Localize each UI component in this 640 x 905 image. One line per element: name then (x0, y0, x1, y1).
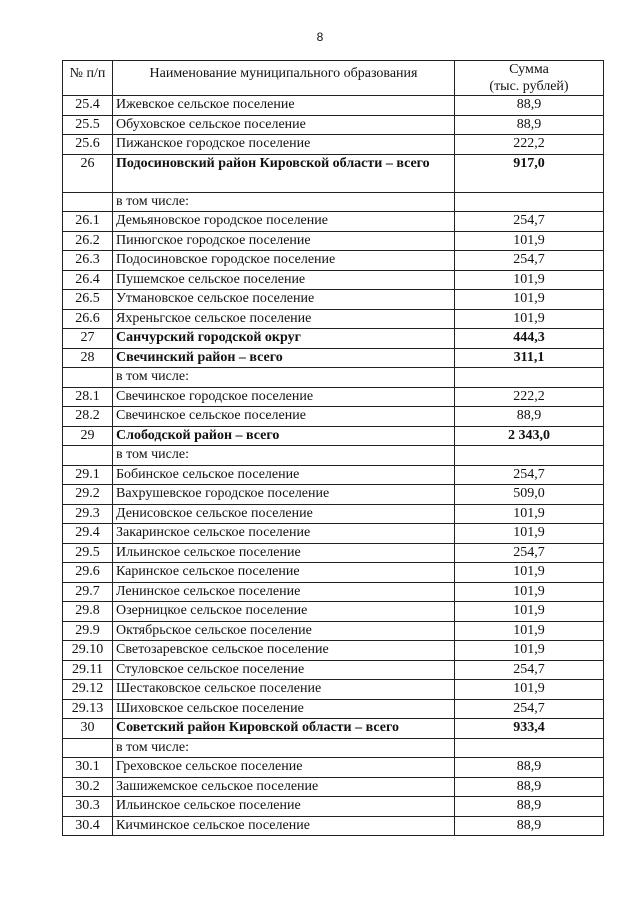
table-row (63, 329, 604, 349)
amount-cell: 101,9 (455, 621, 604, 641)
table-row (63, 621, 604, 641)
municipality-name-cell: Закаринское сельское поселение (113, 524, 455, 544)
column-header-sum-unit: (тыс. рублей) (489, 79, 569, 94)
table-row (63, 465, 604, 485)
row-number-cell: 30.2 (63, 777, 113, 797)
row-number-cell: 30.4 (63, 816, 113, 836)
row-number-cell: 27 (63, 329, 113, 349)
row-number-cell: 26.2 (63, 231, 113, 251)
row-number-cell: 26.5 (63, 290, 113, 310)
table-row (63, 816, 604, 836)
municipality-name-cell: Пушемское сельское поселение (113, 270, 455, 290)
row-number-cell (63, 738, 113, 758)
amount-cell: 101,9 (455, 309, 604, 329)
table-row (63, 524, 604, 544)
row-number-cell: 28 (63, 348, 113, 368)
municipality-name-cell: Шиховское сельское поселение (113, 699, 455, 719)
table-row (63, 446, 604, 466)
amount-cell: 254,7 (455, 251, 604, 271)
table-row (63, 115, 604, 135)
amount-cell: 101,9 (455, 504, 604, 524)
municipality-name-cell: Ижевское сельское поселение (113, 96, 455, 116)
amount-cell: 88,9 (455, 816, 604, 836)
row-number-cell: 28.1 (63, 387, 113, 407)
row-number-cell: 29.10 (63, 641, 113, 661)
amount-cell: 101,9 (455, 563, 604, 583)
table-row (63, 602, 604, 622)
row-number-cell: 29.2 (63, 485, 113, 505)
row-number-cell: 26.1 (63, 212, 113, 232)
row-number-cell (63, 446, 113, 466)
table-row (63, 641, 604, 661)
amount-cell (455, 368, 604, 388)
table-body (63, 96, 604, 836)
row-number-cell: 25.5 (63, 115, 113, 135)
table-row (63, 270, 604, 290)
municipality-name-cell: Утмановское сельское поселение (113, 290, 455, 310)
amount-cell: 88,9 (455, 777, 604, 797)
amount-cell: 444,3 (455, 329, 604, 349)
table-row (63, 582, 604, 602)
amount-cell: 254,7 (455, 465, 604, 485)
row-number-cell: 29.12 (63, 680, 113, 700)
amount-cell: 933,4 (455, 719, 604, 739)
municipality-name-cell: Пинюгское городское поселение (113, 231, 455, 251)
municipality-name-cell: Яхреньгское сельское поселение (113, 309, 455, 329)
municipality-name-cell: Свечинский район – всего (113, 348, 455, 368)
amount-cell: 88,9 (455, 96, 604, 116)
row-number-cell: 25.6 (63, 135, 113, 155)
table-row (63, 758, 604, 778)
row-number-cell: 30 (63, 719, 113, 739)
amount-cell: 254,7 (455, 660, 604, 680)
table-row (63, 660, 604, 680)
amount-cell: 88,9 (455, 407, 604, 427)
table-row (63, 212, 604, 232)
table-row (63, 426, 604, 446)
municipality-name-cell: Шестаковское сельское поселение (113, 680, 455, 700)
municipality-name-cell: Свечинское городское поселение (113, 387, 455, 407)
municipality-name-cell: Свечинское сельское поселение (113, 407, 455, 427)
row-number-cell: 29 (63, 426, 113, 446)
amount-cell: 509,0 (455, 485, 604, 505)
table-row (63, 251, 604, 271)
table-row (63, 504, 604, 524)
municipality-name-cell: Озерницкое сельское поселение (113, 602, 455, 622)
row-number-cell: 28.2 (63, 407, 113, 427)
amount-cell: 101,9 (455, 602, 604, 622)
row-number-cell (63, 192, 113, 212)
amount-cell: 88,9 (455, 797, 604, 817)
municipality-name-cell: в том числе: (113, 192, 455, 212)
row-number-cell: 29.3 (63, 504, 113, 524)
amount-cell: 88,9 (455, 115, 604, 135)
row-number-cell: 29.9 (63, 621, 113, 641)
amount-cell: 254,7 (455, 212, 604, 232)
row-number-cell: 25.4 (63, 96, 113, 116)
row-number-cell: 26.3 (63, 251, 113, 271)
table-row (63, 719, 604, 739)
column-header-sum (455, 61, 604, 96)
row-number-cell: 29.13 (63, 699, 113, 719)
table-row (63, 738, 604, 758)
row-number-cell: 29.11 (63, 660, 113, 680)
amount-cell: 2 343,0 (455, 426, 604, 446)
amount-cell: 88,9 (455, 758, 604, 778)
amount-cell: 101,9 (455, 641, 604, 661)
row-number-cell: 26.6 (63, 309, 113, 329)
table-row (63, 309, 604, 329)
row-number-cell: 30.3 (63, 797, 113, 817)
row-number-cell: 29.6 (63, 563, 113, 583)
table-row (63, 563, 604, 583)
amount-cell: 222,2 (455, 387, 604, 407)
table-row (63, 96, 604, 116)
amount-cell: 101,9 (455, 231, 604, 251)
municipality-name-cell: Подосиновский район Кировской области – всего (113, 154, 455, 192)
table-row (63, 485, 604, 505)
municipality-name-cell: Бобинское сельское поселение (113, 465, 455, 485)
table-row (63, 154, 604, 192)
amount-cell: 254,7 (455, 699, 604, 719)
municipality-name-cell: Санчурский городской округ (113, 329, 455, 349)
municipality-name-cell: Светозаревское сельское поселение (113, 641, 455, 661)
column-header-number: № п/п (63, 61, 113, 96)
amount-cell: 101,9 (455, 524, 604, 544)
amount-cell: 311,1 (455, 348, 604, 368)
amount-cell: 101,9 (455, 582, 604, 602)
table-row (63, 290, 604, 310)
municipality-name-cell: Вахрушевское городское поселение (113, 485, 455, 505)
row-number-cell: 29.7 (63, 582, 113, 602)
amount-cell: 917,0 (455, 154, 604, 192)
municipality-name-cell: Советский район Кировской области – всего (113, 719, 455, 739)
table-header-row (63, 61, 604, 96)
table-row (63, 231, 604, 251)
table-row (63, 407, 604, 427)
amount-cell: 101,9 (455, 680, 604, 700)
row-number-cell: 30.1 (63, 758, 113, 778)
municipality-name-cell: Кичминское сельское поселение (113, 816, 455, 836)
municipality-name-cell: Демьяновское городское поселение (113, 212, 455, 232)
table-row (63, 699, 604, 719)
table-row (63, 135, 604, 155)
column-header-name: Наименование муниципального образования (113, 61, 455, 96)
amount-cell: 254,7 (455, 543, 604, 563)
table-row (63, 777, 604, 797)
municipality-name-cell: в том числе: (113, 446, 455, 466)
municipality-name-cell: Греховское сельское поселение (113, 758, 455, 778)
page-number: 8 (316, 30, 324, 44)
municipality-name-cell: Каринское сельское поселение (113, 563, 455, 583)
table-row (63, 680, 604, 700)
amount-cell (455, 446, 604, 466)
municipality-name-cell: Ильинское сельское поселение (113, 543, 455, 563)
amount-cell (455, 738, 604, 758)
amount-cell: 101,9 (455, 290, 604, 310)
row-number-cell: 29.4 (63, 524, 113, 544)
row-number-cell (63, 368, 113, 388)
row-number-cell: 29.8 (63, 602, 113, 622)
amount-cell: 222,2 (455, 135, 604, 155)
municipality-name-cell: Зашижемское сельское поселение (113, 777, 455, 797)
table-row (63, 797, 604, 817)
municipality-name-cell: Обуховское сельское поселение (113, 115, 455, 135)
table-row (63, 543, 604, 563)
municipality-name-cell: Ленинское сельское поселение (113, 582, 455, 602)
municipality-name-cell: в том числе: (113, 368, 455, 388)
budget-table (62, 60, 604, 836)
row-number-cell: 29.5 (63, 543, 113, 563)
table-row (63, 368, 604, 388)
municipality-name-cell: Октябрьское сельское поселение (113, 621, 455, 641)
amount-cell: 101,9 (455, 270, 604, 290)
municipality-name-cell: Подосиновское городское поселение (113, 251, 455, 271)
table-row (63, 192, 604, 212)
municipality-name-cell: Денисовское сельское поселение (113, 504, 455, 524)
municipality-name-cell: Пижанское городское поселение (113, 135, 455, 155)
column-header-sum-title: Сумма (509, 62, 549, 77)
amount-cell (455, 192, 604, 212)
row-number-cell: 26.4 (63, 270, 113, 290)
municipality-name-cell: в том числе: (113, 738, 455, 758)
row-number-cell: 29.1 (63, 465, 113, 485)
municipality-name-cell: Слободской район – всего (113, 426, 455, 446)
municipality-name-cell: Стуловское сельское поселение (113, 660, 455, 680)
table-row (63, 387, 604, 407)
municipality-name-cell: Ильинское сельское поселение (113, 797, 455, 817)
table-row (63, 348, 604, 368)
row-number-cell: 26 (63, 154, 113, 192)
